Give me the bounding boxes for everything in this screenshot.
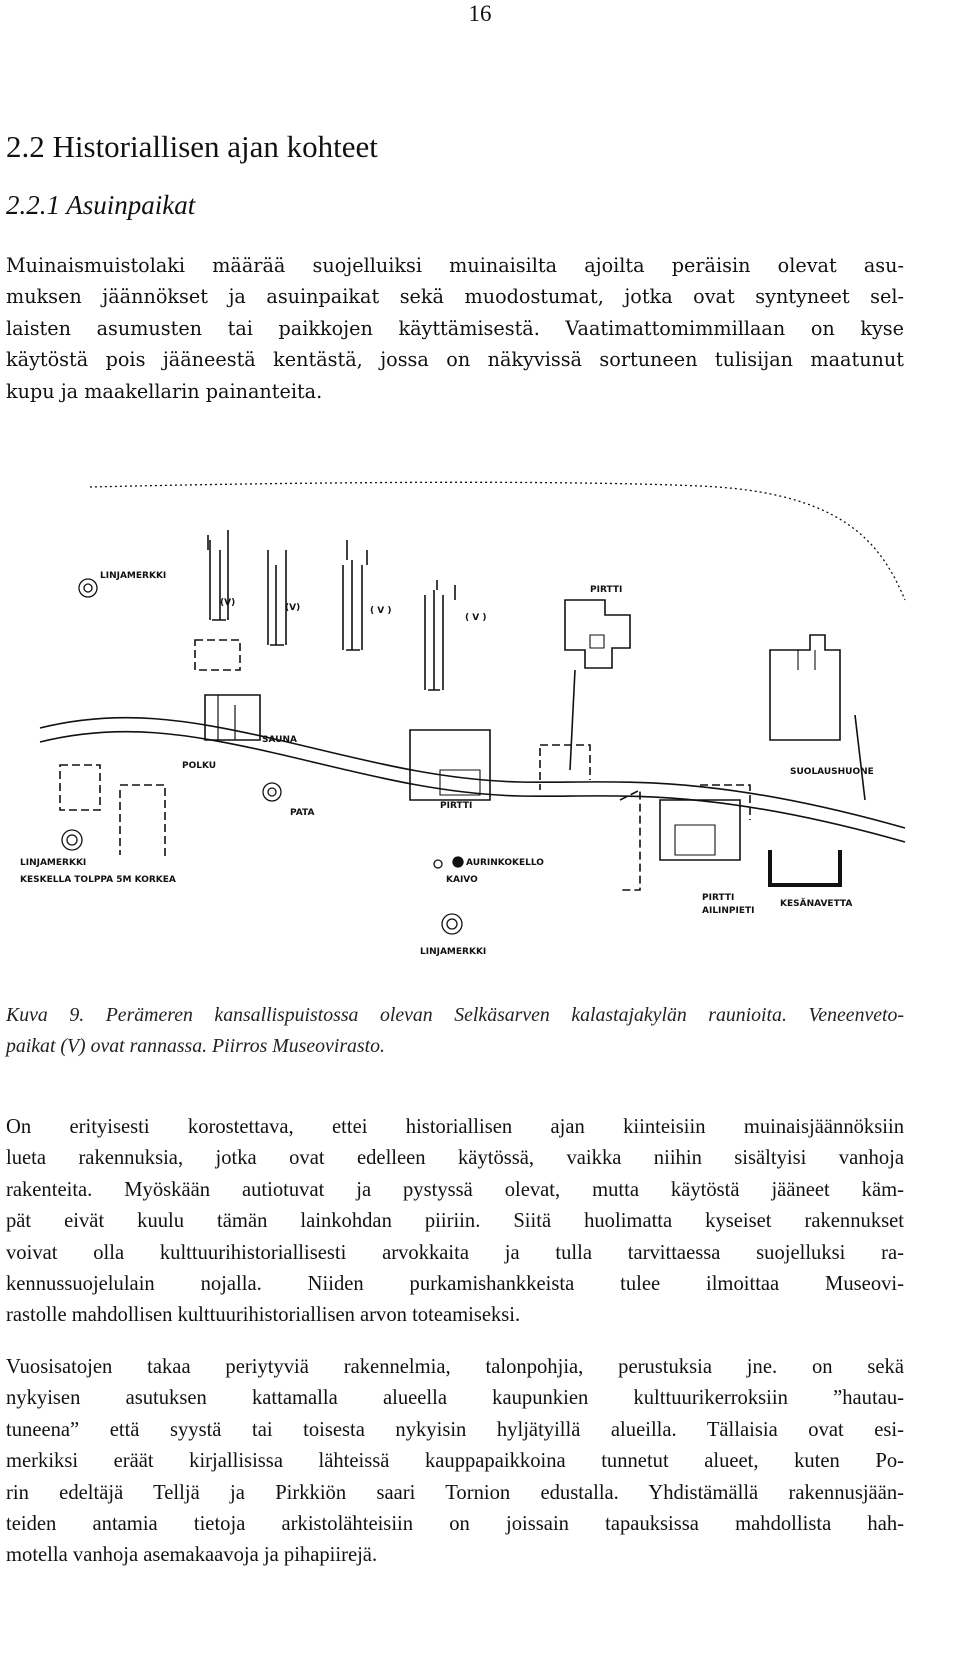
paragraph-line: rastolle mahdollisen kulttuurihistoriallisen arvon toteamiseksi. — [6, 1304, 521, 1327]
map-label: SUOLAUSHUONE — [790, 767, 874, 777]
map-label: PIRTTI — [590, 585, 623, 595]
pirtti-top-building — [565, 600, 630, 668]
body-paragraph — [6, 1112, 904, 1332]
map-label: LINJAMERKKI — [420, 947, 487, 957]
ruin-left-2 — [120, 785, 165, 860]
intro-paragraph — [6, 250, 904, 407]
building-ruin — [195, 640, 240, 670]
section-heading: 2.2 Historiallisen ajan kohteet — [6, 129, 378, 164]
paragraph-line: Vuosisatojen takaa periytyviä rakennelmia, talonpohjia, perustuksia jne. on sekä — [6, 1356, 904, 1378]
pirtti-ailinpieti-building — [660, 800, 740, 860]
map-label: ( V ) — [465, 613, 487, 623]
paragraph-line: käytöstä pois jääneestä kentästä, jossa on näkyvissä sortuneen tulisijan maatunut — [6, 348, 904, 372]
paragraph-line: pät eivät kuulu tämän lainkohdan piiriin. Siitä huolimatta kyseiset rakennukset — [6, 1210, 904, 1233]
map-label: (V) — [220, 598, 236, 608]
map-label: LINJAMERKKI — [100, 571, 167, 581]
kaivo-marker — [434, 860, 442, 868]
paragraph-line: rakenteita. Myöskään autiotuvat ja pystyssä olevat, mutta käytöstä jääneet käm- — [6, 1178, 904, 1201]
linjamerkki-marker — [62, 830, 82, 850]
map-label: (V) — [285, 603, 301, 613]
map-label: PATA — [290, 808, 315, 818]
map-label: SAUNA — [262, 735, 297, 745]
paragraph-line: teiden antamia tietoja arkistolähteisiin on joissain tapauksissa mahdollista hah- — [6, 1513, 904, 1536]
map-label: ( V ) — [370, 606, 392, 616]
village-site-plan — [0, 470, 960, 990]
map-label: AURINKOKELLO — [466, 858, 544, 868]
aurinkokello-marker — [453, 857, 463, 867]
paragraph-line: muksen jäännökset ja asuinpaikat sekä muodostumat, jotka ovat syntyneet sel- — [6, 285, 904, 309]
map-label: POLKU — [182, 761, 217, 771]
map-label: KESKELLA TOLPPA 5M KORKEA — [20, 875, 176, 885]
paragraph-line: Muinaismuistolaki määrää suojelluiksi muinaisilta ajoilta peräisin olevat asu- — [6, 254, 904, 277]
linjamerkki-marker — [442, 914, 462, 934]
map-label: KESÄNAVETTA — [780, 899, 853, 909]
paragraph-line: kennussuojelulain nojalla. Niiden purkamishankkeista tulee ilmoittaa Museovi- — [6, 1273, 904, 1296]
paragraph-line: lueta rakennuksia, jotka ovat edelleen käytössä, vaikka niihin sisältyisi vanhoja — [6, 1147, 904, 1170]
paragraph-line: rin edeltäjä Telljä ja Pirkkiön saari Tornion edustalla. Yhdistämällä rakennusjään- — [6, 1481, 904, 1504]
ruin-left — [60, 765, 100, 810]
map-label: LINJAMERKKI — [20, 858, 87, 868]
paragraph-line: voivat olla kulttuurihistoriallisesti arvokkaita ja tulla tarvittaessa suojelluksi ra- — [6, 1241, 904, 1264]
caption-line: paikat (V) ovat rannassa. Piirros Museovirasto. — [6, 1035, 385, 1057]
paragraph-line: motella vanhoja asemakaavoja ja pihapiirejä. — [6, 1544, 378, 1567]
footpath-lower — [40, 732, 905, 842]
pata-marker — [263, 783, 281, 801]
page-number: 16 — [468, 1, 492, 26]
shoreline — [90, 482, 905, 600]
figure-caption — [6, 1000, 904, 1062]
map-label: AILINPIETI — [702, 906, 755, 916]
map-label: PIRTTI — [702, 893, 735, 903]
paragraph-line: nykyisen asutuksen kattamalla alueella kaupunkien kulttuurikerroksiin ”hautau- — [6, 1387, 904, 1410]
caption-line: Kuva 9. Perämeren kansallispuistossa olevan Selkäsarven kalastajakylän raunioita. Veneenveto- — [6, 1004, 904, 1026]
subsection-heading: 2.2.1 Asuinpaikat — [6, 190, 196, 220]
fence-post — [855, 715, 865, 800]
boat-slips — [208, 530, 455, 690]
paragraph-line: merkiksi eräät kirjallisissa lähteissä kauppapaikkoina tunnetut alueet, kuten Po- — [6, 1450, 904, 1473]
map-label: PIRTTI — [440, 801, 473, 811]
body-paragraph — [6, 1352, 904, 1572]
map-label: KAIVO — [446, 875, 478, 885]
paragraph-line: kupu ja maakellarin painanteita. — [6, 379, 323, 403]
linjamerkki-marker — [79, 579, 97, 597]
suolaushuone-building — [770, 635, 840, 740]
paragraph-line: tuneena” että syystä tai toisesta nykyisin hyljätyillä alueilla. Tällaisia ovat esi- — [6, 1418, 904, 1441]
kesanavetta-structure — [770, 850, 840, 885]
paragraph-line: laisten asumusten tai paikkojen käyttämisestä. Vaatimattomimmillaan on kyse — [6, 316, 904, 340]
paragraph-line: On erityisesti korostettava, ettei historiallisen ajan kiinteisiin muinaisjäännöksiin — [6, 1116, 904, 1138]
